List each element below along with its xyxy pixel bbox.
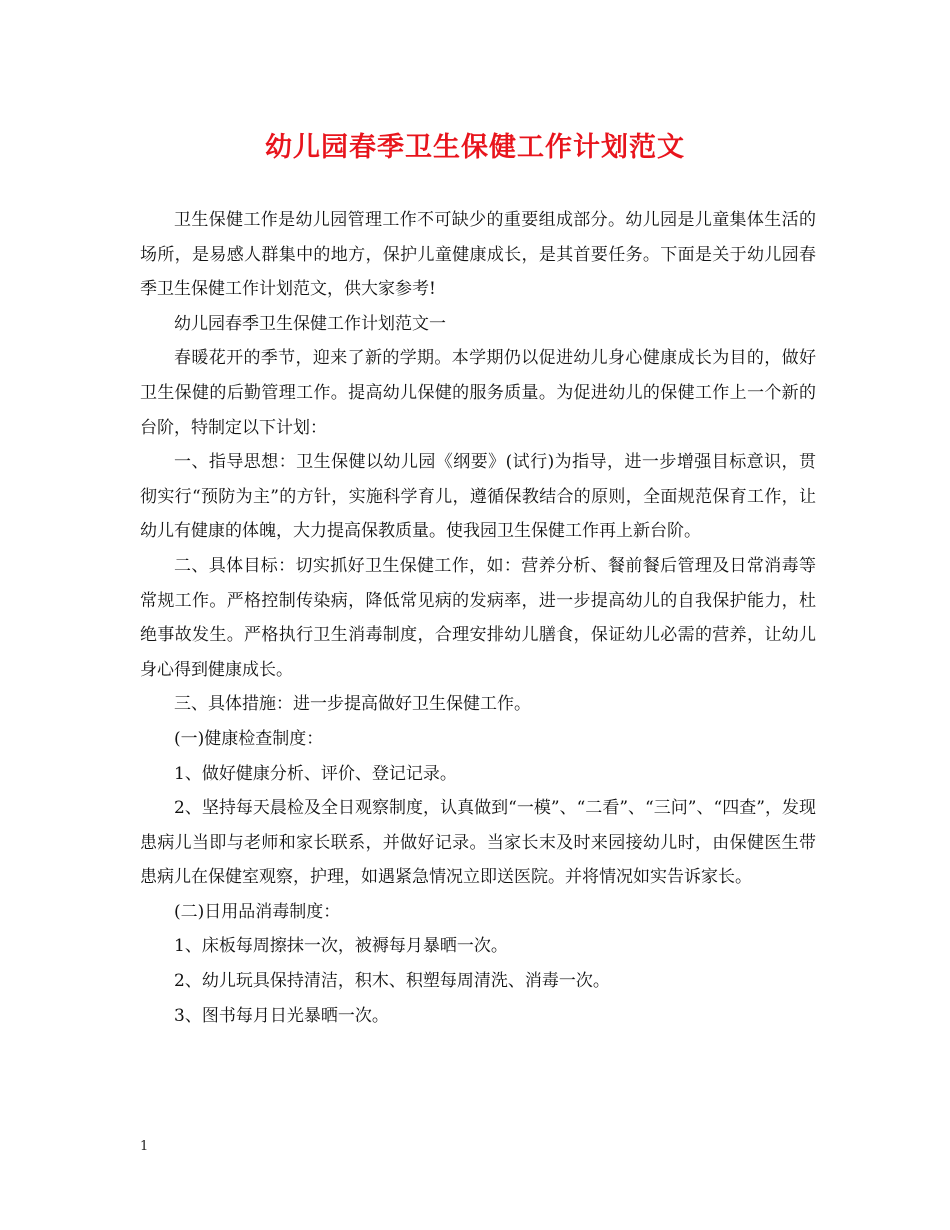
paragraph-disinfection-heading: (二)日用品消毒制度： [174, 901, 341, 922]
page-number: 1 [140, 1139, 149, 1154]
paragraph-disinfection-item-2: 2、幼儿玩具保持清洁，积木、积塑每周清洗、消毒一次。 [174, 971, 610, 992]
paragraph-disinfection-item-1: 1、床板每周擦抹一次，被褥每月暴晒一次。 [174, 936, 508, 957]
paragraph-measures: 三、具体措施：进一步提高做好卫生保健工作。 [174, 694, 531, 715]
document-title: 幼儿园春季卫生保健工作计划范文 [265, 132, 685, 163]
paragraph-health-check-heading: (一)健康检查制度： [174, 728, 324, 749]
paragraph-preface: 春暖花开的季节，迎来了新的学期。本学期仍以促进幼儿身心健康成长为目的，做好卫生保健的后勤管理工作。提高幼儿保健的服务质量。为促进幼儿的保健工作上一个新的台阶，特制定以下计划： [140, 348, 816, 438]
paragraph-health-check-item-2: 2、坚持每天晨检及全日观察制度，认真做到“一模”、“二看”、“三问”、“四查”，发现患病儿当即与老师和家长联系，并做好记录。当家长末及时来园接幼儿时，由保健医生带患病儿在保健室观察，护理，如遇紧急情况立即送医院。并将情况如实告诉家长。 [140, 798, 816, 888]
paragraph-health-check-item-1: 1、做好健康分析、评价、登记记录。 [174, 763, 457, 784]
document-body [140, 203, 816, 1033]
paragraph-intro: 卫生保健工作是幼儿园管理工作不可缺少的重要组成部分。幼儿园是儿童集体生活的场所，是易感人群集中的地方，保护儿童健康成长，是其首要任务。下面是关于幼儿园春季卫生保健工作计划范文，供大家参考! [140, 210, 816, 300]
paragraph-specific-goals: 二、具体目标：切实抓好卫生保健工作，如：营养分析、餐前餐后管理及日常消毒等常规工作。严格控制传染病，降低常见病的发病率，进一步提高幼儿的自我保护能力，杜绝事故发生。严格执行卫生消毒制度，合理安排幼儿膳食，保证幼儿必需的营养，让幼儿身心得到健康成长。 [140, 555, 816, 680]
paragraph-guiding-principle: 一、指导思想：卫生保健以幼儿园《纲要》(试行)为指导，进一步增强目标意识，贯彻实行“预防为主”的方针，实施科学育儿，遵循保教结合的原则，全面规范保育工作，让幼儿有健康的体魄，大力提高保教质量。使我园卫生保健工作再上新台阶。 [140, 452, 816, 542]
paragraph-disinfection-item-3: 3、图书每月日光暴晒一次。 [174, 1005, 389, 1026]
paragraph-subtitle: 幼儿园春季卫生保健工作计划范文一 [174, 313, 446, 334]
